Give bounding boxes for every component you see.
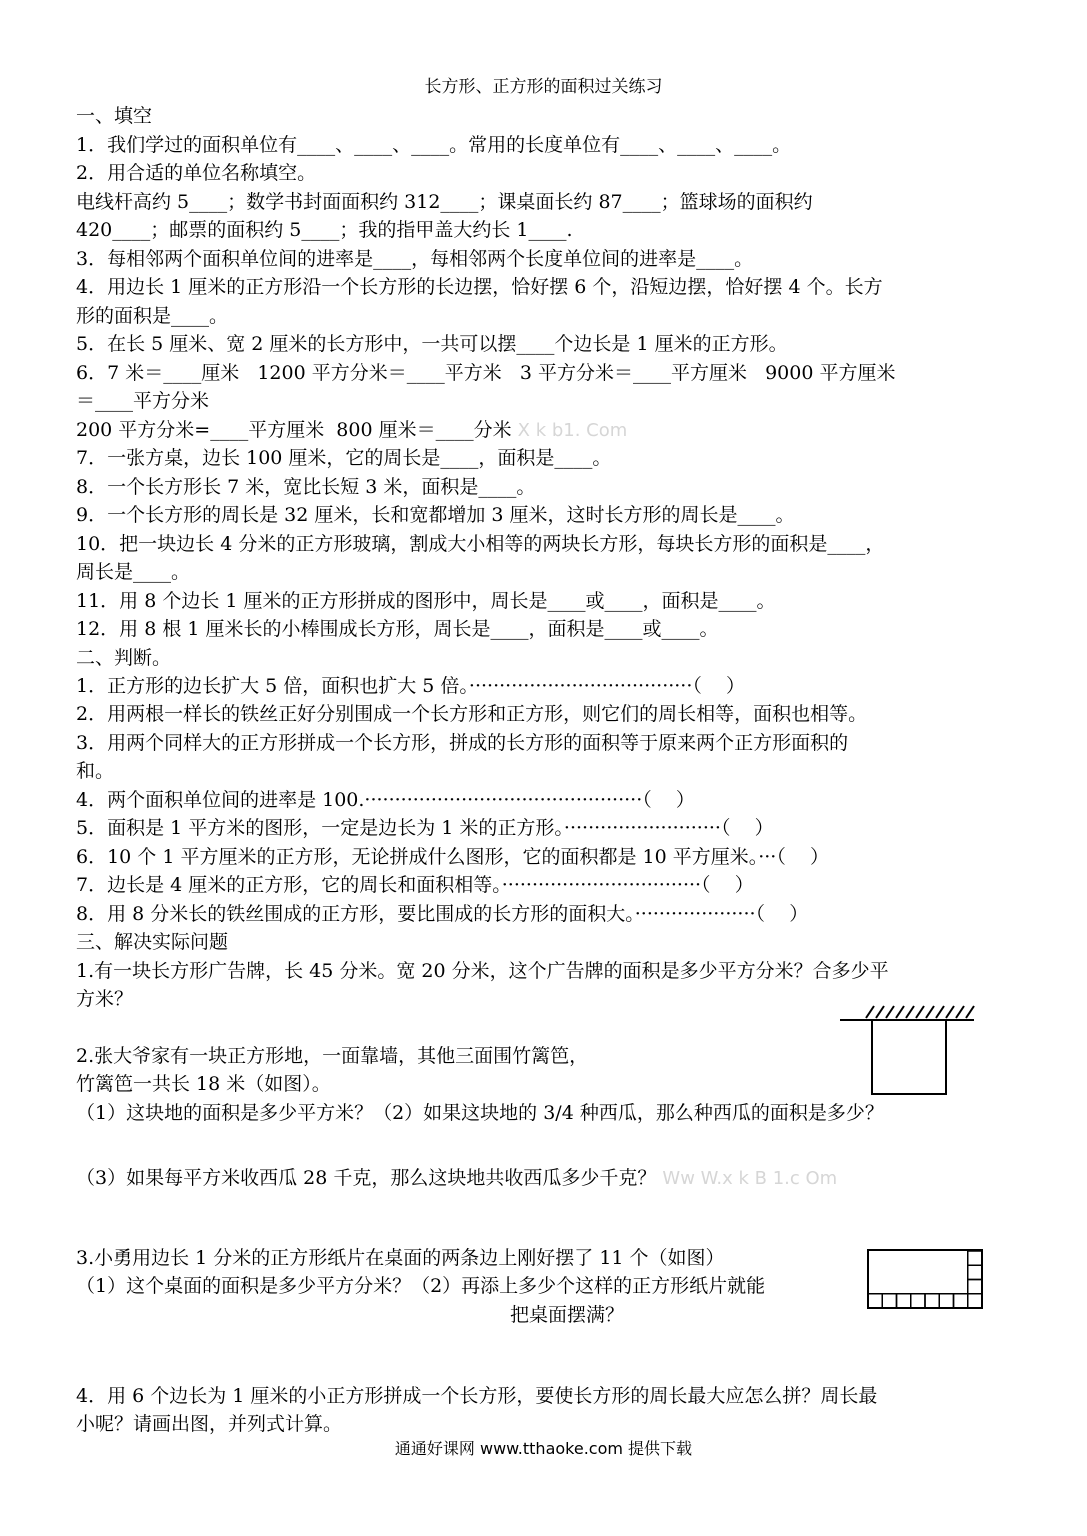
tile-square [939, 1294, 953, 1308]
problem-3-line: 把桌面摆满？ [510, 1304, 625, 1326]
problem-4-line: 4．用 6 个边长为 1 厘米的小正方形拼成一个长方形，要使长方形的周长最大应怎么拼？周长最 [76, 1385, 878, 1407]
fill-line: 11．用 8 个边长 1 厘米的正方形拼成的图形中，周长是____或____，面积是____。 [76, 590, 776, 612]
fill-line: 形的面积是____。 [76, 305, 229, 327]
fill-line: 9．一个长方形的周长是 32 厘米，长和宽都增加 3 厘米，这时长方形的周长是____。 [76, 504, 795, 526]
watermark-text: X k b1. Com [517, 420, 628, 441]
tile-square [911, 1294, 925, 1308]
problem-2-line: （1）这块地的面积是多少平方米？（2）如果这块地的 3/4 种西瓜，那么种西瓜的面积是多少？ [76, 1102, 884, 1124]
section-solve-heading: 三、解决实际问题 [76, 931, 229, 953]
judge-line: 5．面积是 1 平方米的图形，一定是边长为 1 米的正方形。··························（ ） [76, 817, 774, 839]
fill-line: 电线杆高约 5____；数学书封面面积约 312____；课桌面长约 87____；篮球场的面积约 [76, 191, 813, 213]
judge-line: 和。 [76, 760, 115, 782]
watermark-text: Ww W.x k B 1.c Om [662, 1168, 838, 1189]
problem-1-line: 方米？ [76, 988, 134, 1010]
judge-line: 2．用两根一样长的铁丝正好分别围成一个长方形和正方形，则它们的周长相等，面积也相等。 [76, 703, 868, 725]
fill-line: 12．用 8 根 1 厘米长的小棒围成长方形，周长是____，面积是____或____。 [76, 618, 719, 640]
section-judge-heading: 二、判断。 [76, 647, 172, 669]
problem-3-line: （1）这个桌面的面积是多少平方分米？（2）再添上多少个这样的正方形纸片就能 [76, 1275, 766, 1297]
problem-2-line [76, 1166, 837, 1191]
tile-square [882, 1294, 896, 1308]
tile-square [897, 1294, 911, 1308]
page-title: 长方形、正方形的面积过关练习 [424, 77, 663, 97]
fill-line: 10．把一块边长 4 分米的正方形玻璃，割成大小相等的两块长方形，每块长方形的面积是____， [76, 533, 885, 555]
fill-line: 3．每相邻两个面积单位间的进率是____，每相邻两个长度单位间的进率是____。 [76, 248, 754, 270]
problem-2-line: 2.张大爷家有一块正方形地，一面靠墙，其他三面围竹篱笆， [76, 1045, 589, 1067]
footer-credit: 通通好课网 www.tthaoke.com 提供下载 [394, 1439, 693, 1458]
wall-fence-figure-icon [836, 1002, 986, 1102]
tile-square [954, 1294, 968, 1308]
judge-line: 3．用两个同样大的正方形拼成一个长方形，拼成的长方形的面积等于原来两个正方形面积的 [76, 732, 849, 754]
judge-line: 4．两个面积单位间的进率是 100.··············································（ ） [76, 789, 695, 811]
fill-line: 周长是____。 [76, 561, 191, 583]
problem-2-line: 竹篱笆一共长 18 米（如图）。 [76, 1073, 331, 1095]
fill-line: 5．在长 5 厘米、宽 2 厘米的长方形中，一共可以摆____个边长是 1 厘米的正方形。 [76, 333, 788, 355]
fill-line: 7．一张方桌，边长 100 厘米，它的周长是____，面积是____。 [76, 447, 612, 469]
section-fill-heading: 一、填空 [76, 105, 153, 127]
fill-line: 420____；邮票的面积约 5____；我的指甲盖大约长 1____. [76, 219, 573, 241]
judge-line: 8．用 8 分米长的铁丝围成的正方形，要比围成的长方形的面积大。····················（ ） [76, 903, 809, 925]
problem-3-line: 3.小勇用边长 1 分米的正方形纸片在桌面的两条边上刚好摆了 11 个（如图） [76, 1247, 725, 1269]
fill-line: 2．用合适的单位名称填空。 [76, 162, 317, 184]
tile-square [968, 1251, 982, 1265]
tile-square [925, 1294, 939, 1308]
tile-square [968, 1265, 982, 1279]
fill-line-text: 200 平方分米=____平方厘米 800 厘米＝____分米 [76, 419, 512, 441]
fill-line: 6．7 米＝____厘米 1200 平方分米＝____平方米 3 平方分米＝____平方厘米 9000 平方厘米 [76, 362, 896, 384]
fill-line: ＝____平方分米 [76, 390, 210, 412]
tile-square [868, 1294, 882, 1308]
fill-line: 4．用边长 1 厘米的正方形沿一个长方形的长边摆，恰好摆 6 个，沿短边摆，恰好摆 4 个。长方 [76, 276, 883, 298]
table-tiles-figure-icon [866, 1248, 986, 1310]
tile-square [968, 1294, 982, 1308]
problem-1-line: 1.有一块长方形广告牌，长 45 分米。宽 20 分米，这个广告牌的面积是多少平方分米？合多少平 [76, 960, 889, 982]
problem-2-text: （3）如果每平方米收西瓜 28 千克，那么这块地共收西瓜多少千克？ [76, 1167, 657, 1189]
fill-line [76, 418, 627, 443]
tile-square [968, 1280, 982, 1294]
judge-line: 1．正方形的边长扩大 5 倍，面积也扩大 5 倍。·····································（ ） [76, 675, 746, 697]
judge-line: 6．10 个 1 平方厘米的正方形，无论拼成什么图形，它的面积都是 10 平方厘米。···（ ） [76, 846, 830, 868]
fill-line: 1．我们学过的面积单位有____、____、____。常用的长度单位有____、____、____。 [76, 134, 792, 156]
problem-4-line: 小呢？请画出图，并列式计算。 [76, 1413, 343, 1435]
judge-line: 7．边长是 4 厘米的正方形，它的周长和面积相等。·································（ ） [76, 874, 754, 896]
fill-line: 8．一个长方形长 7 米，宽比长短 3 米，面积是____。 [76, 476, 536, 498]
